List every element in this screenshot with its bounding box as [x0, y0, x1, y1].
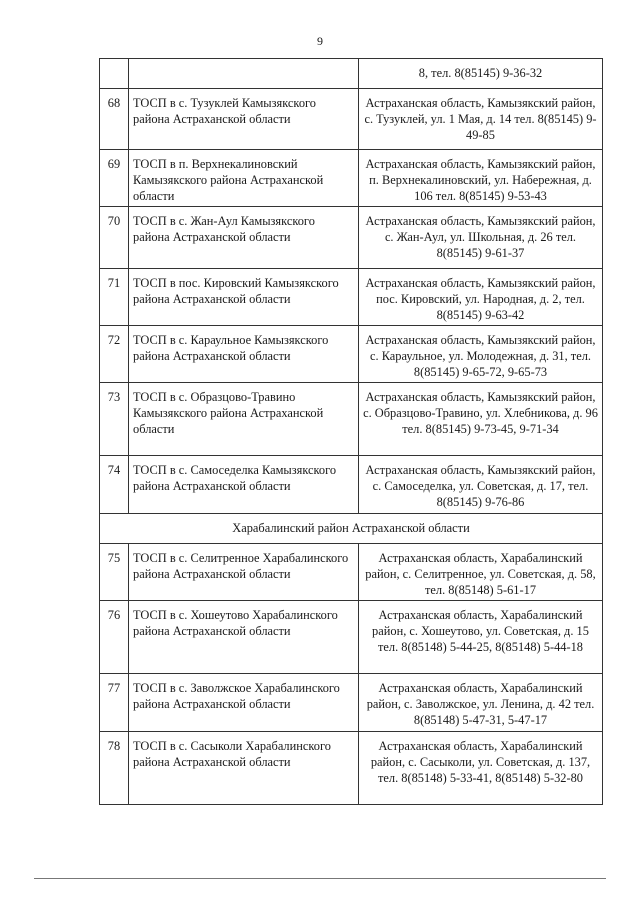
office-name: ТОСП в с. Жан-Аул Камызякского района Астраханской области — [129, 207, 359, 269]
row-number: 70 — [100, 207, 129, 269]
office-name: ТОСП в пос. Кировский Камызякского района Астраханской области — [129, 269, 359, 326]
office-address: 8, тел. 8(85145) 9-36-32 — [359, 59, 603, 89]
row-number: 75 — [100, 544, 129, 601]
table-row — [100, 150, 603, 207]
office-address: Астраханская область, Камызякский район, с. Образцово-Травино, ул. Хлебникова, д. 96 тел. 8(85145) 9-73-45, 9-71-34 — [359, 383, 603, 456]
office-address: Астраханская область, Камызякский район, с. Жан-Аул, ул. Школьная, д. 26 тел. 8(85145) 9-61-37 — [359, 207, 603, 269]
table-row — [100, 383, 603, 456]
row-number: 69 — [100, 150, 129, 207]
table-row — [100, 89, 603, 150]
table-row-continuation — [100, 59, 603, 89]
office-address: Астраханская область, Харабалинский район, с. Сасыколи, ул. Советская, д. 137, тел. 8(85148) 5-33-41, 8(85148) 5-32-80 — [359, 732, 603, 805]
row-number: 68 — [100, 89, 129, 150]
office-name: ТОСП в с. Караульное Камызякского района Астраханской области — [129, 326, 359, 383]
table-row — [100, 674, 603, 732]
office-name: ТОСП в с. Заволжское Харабалинского района Астраханской области — [129, 674, 359, 732]
office-address: Астраханская область, Харабалинский район, с. Заволжское, ул. Ленина, д. 42 тел. 8(85148) 5-47-31, 5-47-17 — [359, 674, 603, 732]
office-address: Астраханская область, Камызякский район, пос. Кировский, ул. Народная, д. 2, тел. 8(85145) 9-63-42 — [359, 269, 603, 326]
row-number: 73 — [100, 383, 129, 456]
office-address: Астраханская область, Камызякский район, с. Самоседелка, ул. Советская, д. 17, тел. 8(85145) 9-76-86 — [359, 456, 603, 514]
row-number — [100, 59, 129, 89]
row-number: 72 — [100, 326, 129, 383]
office-name: ТОСП в с. Самоседелка Камызякского района Астраханской области — [129, 456, 359, 514]
row-number: 71 — [100, 269, 129, 326]
table-row — [100, 456, 603, 514]
office-name: ТОСП в с. Хошеутово Харабалинского района Астраханской области — [129, 601, 359, 674]
office-address: Астраханская область, Харабалинский район, с. Селитренное, ул. Советская, д. 58, тел. 8(85148) 5-61-17 — [359, 544, 603, 601]
row-number: 77 — [100, 674, 129, 732]
row-number: 76 — [100, 601, 129, 674]
office-address: Астраханская область, Харабалинский район, с. Хошеутово, ул. Советская, д. 15 тел. 8(85148) 5-44-25, 8(85148) 5-44-18 — [359, 601, 603, 674]
table-row — [100, 269, 603, 326]
office-table — [99, 58, 603, 805]
page-bottom-rule — [34, 878, 606, 879]
office-name: ТОСП в с. Селитренное Харабалинского района Астраханской области — [129, 544, 359, 601]
table-body — [100, 59, 603, 805]
section-heading: Харабалинский район Астраханской области — [100, 514, 603, 544]
page-number: 9 — [317, 34, 323, 48]
row-number: 74 — [100, 456, 129, 514]
office-name: ТОСП в с. Образцово-Травино Камызякского района Астраханской области — [129, 383, 359, 456]
table-row — [100, 207, 603, 269]
office-address: Астраханская область, Камызякский район, с. Караульное, ул. Молодежная, д. 31, тел. 8(85145) 9-65-72, 9-65-73 — [359, 326, 603, 383]
table-row — [100, 544, 603, 601]
office-name: ТОСП в с. Тузуклей Камызякского района Астраханской области — [129, 89, 359, 150]
office-address: Астраханская область, Камызякский район, с. Тузуклей, ул. 1 Мая, д. 14 тел. 8(85145) 9-49-85 — [359, 89, 603, 150]
section-heading-row — [100, 514, 603, 544]
office-name: ТОСП в п. Верхнекалиновский Камызякского района Астраханской области — [129, 150, 359, 207]
row-number: 78 — [100, 732, 129, 805]
office-name — [129, 59, 359, 89]
table-row — [100, 326, 603, 383]
table-row — [100, 601, 603, 674]
office-address: Астраханская область, Камызякский район, п. Верхнекалиновский, ул. Набережная, д. 106 тел. 8(85145) 9-53-43 — [359, 150, 603, 207]
table-row — [100, 732, 603, 805]
office-name: ТОСП в с. Сасыколи Харабалинского района Астраханской области — [129, 732, 359, 805]
